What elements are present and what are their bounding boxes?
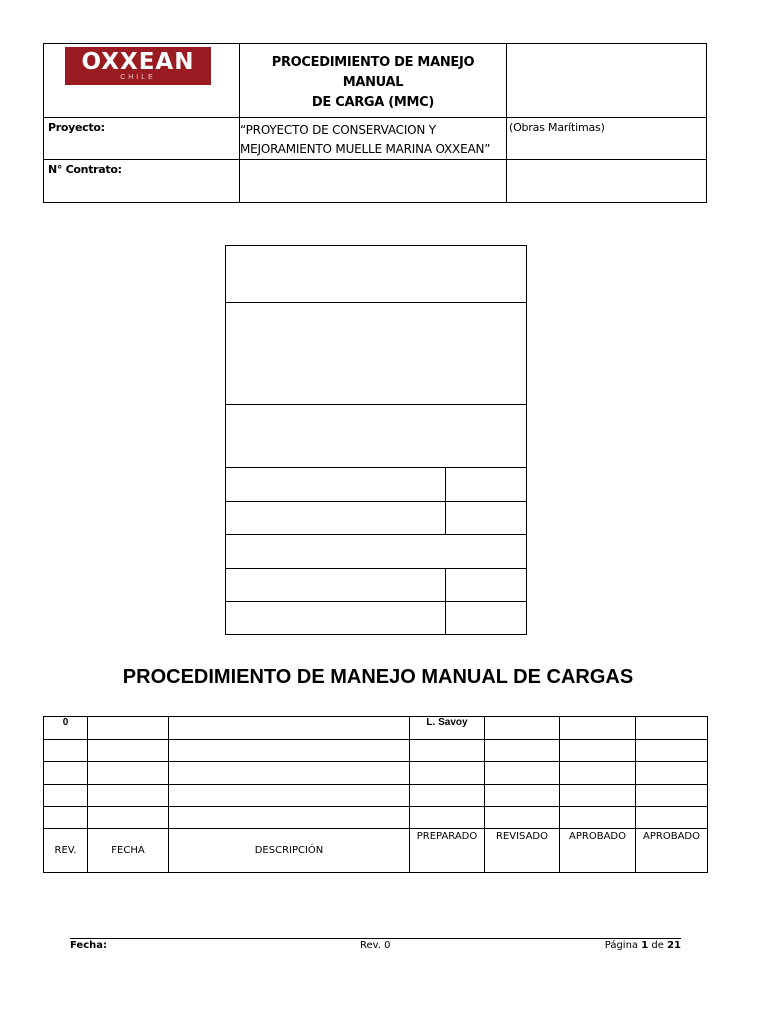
project-line-1: “PROYECTO DE CONSERVACION Y <box>240 123 436 137</box>
project-name-cell <box>240 118 507 160</box>
table-row <box>44 740 708 762</box>
box-cell <box>226 502 446 535</box>
table-row <box>44 785 708 807</box>
header-preparado: PREPARADO <box>410 829 485 873</box>
logo-text: OXXEAN <box>81 48 195 75</box>
contract-value-cell <box>240 160 507 203</box>
footer-page-number <box>605 940 681 951</box>
project-line-2: MEJORAMIENTO MUELLE MARINA OXXEAN” <box>240 142 491 156</box>
box-row <box>226 246 527 303</box>
page-of: de <box>651 940 664 951</box>
header-aprobado-1: APROBADO <box>560 829 636 873</box>
header-aprobado-2: APROBADO <box>636 829 708 873</box>
box-cell <box>226 602 446 635</box>
box-row <box>226 405 527 468</box>
box-row <box>226 535 527 569</box>
header-descripcion: DESCRIPCIÓN <box>169 829 410 873</box>
rev-preparado-value: L. Savoy <box>410 717 485 740</box>
header-empty-cell <box>507 44 707 118</box>
title-line-2: DE CARGA (MMC) <box>311 95 435 110</box>
title-cell <box>240 44 507 118</box>
rev-cell <box>485 717 560 740</box>
rev-number: 0 <box>44 717 88 740</box>
table-row <box>44 807 708 829</box>
rev-cell <box>169 717 410 740</box>
rev-cell <box>636 717 708 740</box>
project-label-cell <box>44 118 240 160</box>
logo-cell <box>44 44 240 118</box>
box-row <box>226 303 527 405</box>
document-title <box>240 44 506 113</box>
approval-box <box>225 245 527 635</box>
footer-fecha-label: Fecha: <box>70 940 108 951</box>
logo-subtext: CHILE <box>120 73 156 81</box>
box-cell <box>446 602 527 635</box>
box-cell <box>446 468 527 502</box>
header-table <box>43 43 707 203</box>
contract-label: N° Contrato: <box>48 163 122 176</box>
main-title: PROCEDIMIENTO DE MANEJO MANUAL DE CARGAS <box>122 666 634 688</box>
rev-cell <box>88 717 169 740</box>
box-cell <box>226 468 446 502</box>
revision-table <box>43 716 708 873</box>
header-revisado: REVISADO <box>485 829 560 873</box>
contract-label-cell <box>44 160 240 203</box>
box-cell <box>226 569 446 602</box>
oxxean-logo <box>65 47 211 85</box>
page-prefix: Página <box>604 940 639 951</box>
page-total: 21 <box>667 940 681 951</box>
project-type: (Obras Marítimas) <box>509 121 605 134</box>
project-label: Proyecto: <box>48 121 105 134</box>
header-rev: REV. <box>44 829 88 873</box>
project-type-cell <box>507 118 707 160</box>
rev-cell <box>560 717 636 740</box>
box-cell <box>446 569 527 602</box>
page-current: 1 <box>641 940 649 951</box>
footer-revision: Rev. 0 <box>360 940 391 951</box>
contract-extra-cell <box>507 160 707 203</box>
project-name <box>240 118 506 159</box>
header-fecha: FECHA <box>88 829 169 873</box>
title-line-1: PROCEDIMIENTO DE MANEJO MANUAL <box>271 55 475 90</box>
footer-divider <box>70 938 681 939</box>
table-row <box>44 762 708 785</box>
box-cell <box>446 502 527 535</box>
